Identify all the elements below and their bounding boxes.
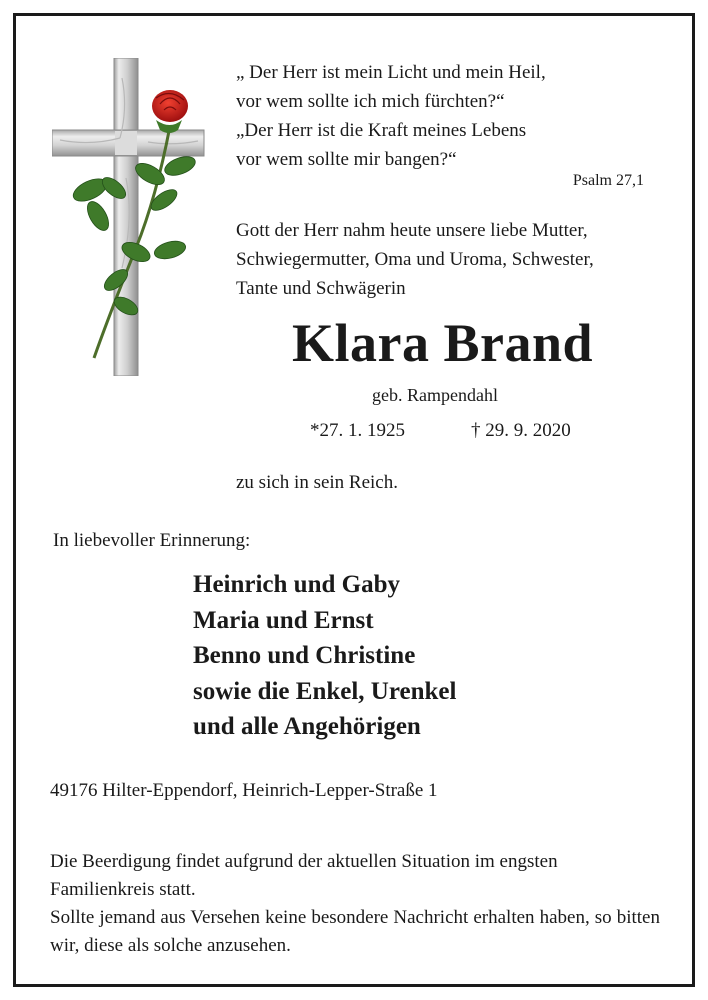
verse-line: vor wem sollte ich mich fürchten?“ — [236, 91, 505, 112]
mourner-line: sowie die Enkel, Urenkel — [193, 677, 457, 705]
address: 49176 Hilter-Eppendorf, Heinrich-Lepper-Straße 1 — [50, 780, 438, 801]
verse-line: vor wem sollte mir bangen?“ — [236, 149, 457, 170]
verse-line: „Der Herr ist die Kraft meines Lebens — [236, 120, 527, 141]
mourner-line: Benno und Christine — [193, 642, 416, 669]
deceased-name: Klara Brand — [292, 313, 594, 373]
mourner-line: Heinrich und Gaby — [193, 571, 400, 598]
verse-line: „ Der Herr ist mein Licht und mein Heil, — [236, 62, 546, 83]
mourner-line: und alle Angehörigen — [193, 713, 421, 740]
notice-note: Sollte jemand aus Versehen keine besondere Nachricht erhalten haben, so bitten wir, diese als solche anzusehen. — [50, 907, 660, 956]
funeral-note: Die Beerdigung findet aufgrund der aktuellen Situation im engsten Familienkreis statt. — [50, 851, 558, 900]
mourners-list — [193, 567, 456, 745]
intro-line: Gott der Herr nahm heute unsere liebe Mutter, — [236, 220, 588, 241]
psalm-verse — [236, 58, 546, 174]
death-date: † 29. 9. 2020 — [471, 420, 571, 441]
birth-date: *27. 1. 1925 — [310, 420, 405, 441]
intro-text — [236, 216, 594, 303]
intro-line: Tante und Schwägerin — [236, 278, 406, 299]
intro-line: Schwiegermutter, Oma und Uroma, Schwester, — [236, 249, 594, 270]
mourner-line: Maria und Ernst — [193, 606, 374, 634]
psalm-source: Psalm 27,1 — [572, 172, 644, 189]
closing-phrase: zu sich in sein Reich. — [236, 472, 398, 493]
cross-with-rose-icon — [52, 58, 210, 376]
memory-label: In liebevoller Erinnerung: — [53, 530, 251, 551]
obituary-card — [13, 13, 695, 987]
maiden-name: geb. Rampendahl — [372, 385, 498, 405]
